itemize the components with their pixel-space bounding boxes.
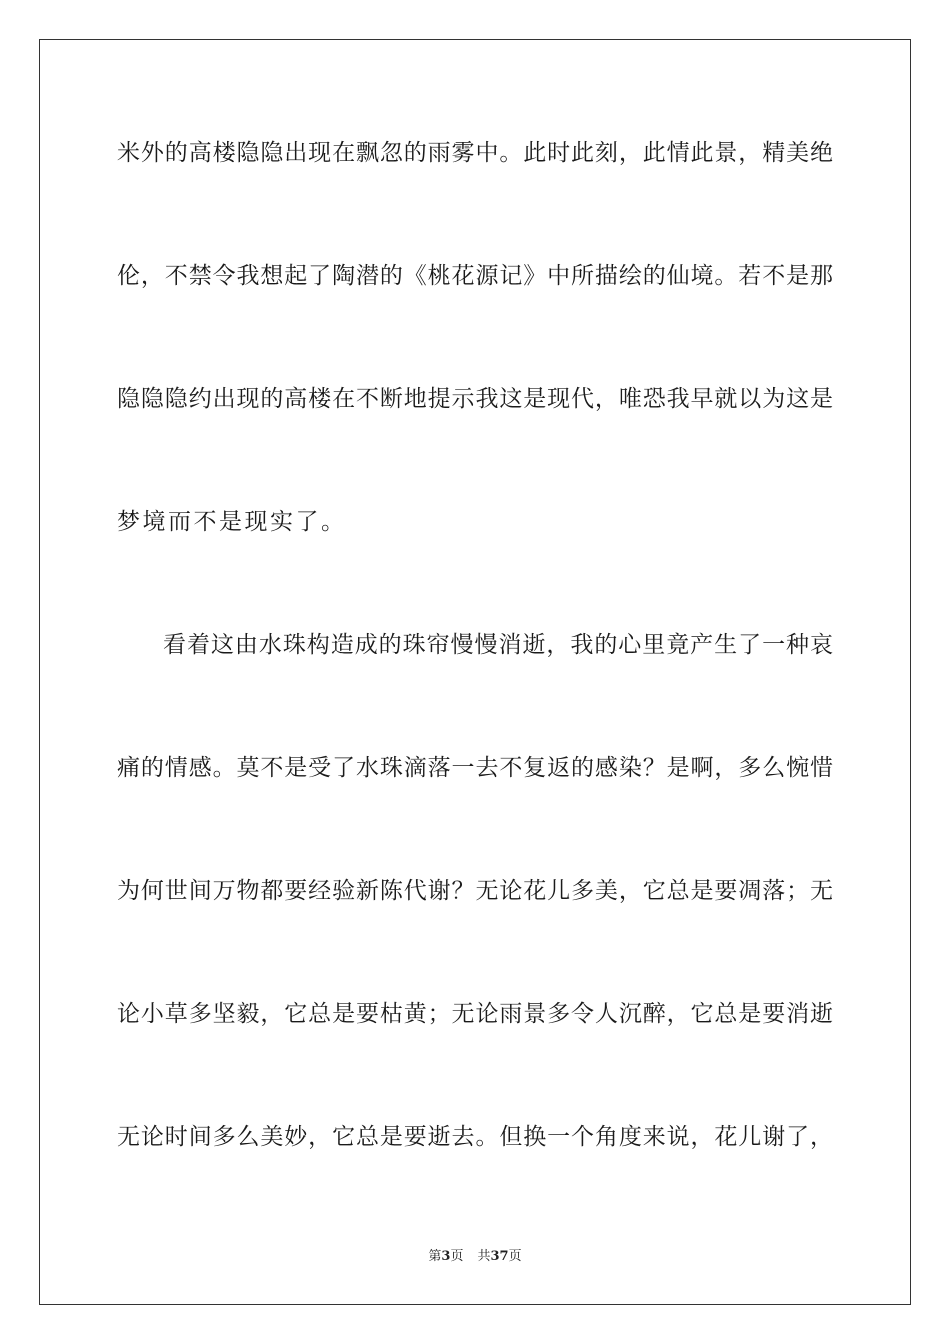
total-pages: 37 xyxy=(490,1249,509,1264)
body-text-line-3: 隐隐隐约出现的高楼在不断地提示我这是现代，唯恐我早就以为这是 xyxy=(117,386,833,412)
body-text-line-4: 梦境而不是现实了。 xyxy=(117,509,347,535)
body-text-line-1: 米外的高楼隐隐出现在飘忽的雨雾中。此时此刻，此情此景，精美绝 xyxy=(117,140,833,166)
body-text-line-9: 无论时间多么美妙，它总是要逝去。但换一个角度来说，花儿谢了， xyxy=(117,1124,833,1150)
body-text-line-2: 伦，不禁令我想起了陶潜的《桃花源记》中所描绘的仙境。若不是那 xyxy=(117,263,833,289)
paragraph-2-first-line: 看着这由水珠构造成的珠帘慢慢消逝，我的心里竟产生了一种哀 xyxy=(163,632,833,658)
body-text-line-6: 痛的情感。莫不是受了水珠滴落一去不复返的感染？是啊，多么惋惜 xyxy=(117,755,833,781)
body-text-line-7: 为何世间万物都要经验新陈代谢？无论花儿多美，它总是要凋落；无 xyxy=(117,878,833,904)
page-number: 3 xyxy=(441,1249,451,1264)
total-suffix: 页 xyxy=(508,1249,522,1264)
page-footer xyxy=(0,1248,950,1266)
page-suffix: 页 xyxy=(450,1249,464,1264)
total-prefix: 共 xyxy=(477,1249,491,1264)
page-prefix: 第 xyxy=(428,1249,442,1264)
page-border xyxy=(39,39,911,1305)
body-text-line-8: 论小草多坚毅，它总是要枯黄；无论雨景多令人沉醉，它总是要消逝 xyxy=(117,1001,833,1027)
